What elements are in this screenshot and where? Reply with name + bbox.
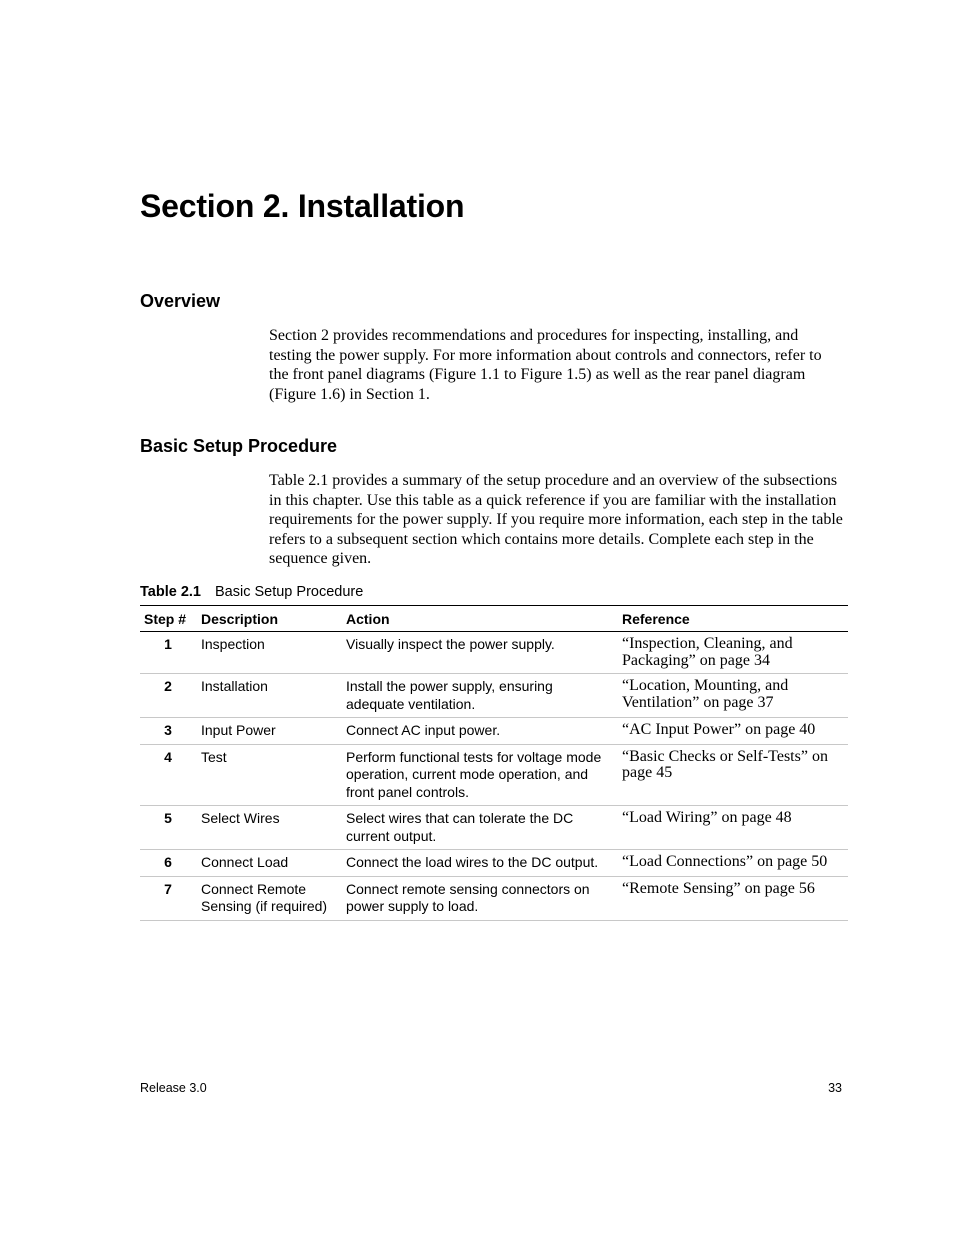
step-description: Select Wires <box>196 806 341 850</box>
step-reference-link[interactable]: “Basic Checks or Self-Tests” on page 45 <box>617 744 848 806</box>
table-row <box>140 744 848 806</box>
step-number: 7 <box>140 876 196 920</box>
step-action: Select wires that can tolerate the DC current output. <box>341 806 617 850</box>
header-action: Action <box>341 606 617 632</box>
setup-procedure-table <box>140 605 848 921</box>
step-action: Connect remote sensing connectors on power supply to load. <box>341 876 617 920</box>
step-description: Test <box>196 744 341 806</box>
step-number: 3 <box>140 718 196 745</box>
step-description: Installation <box>196 674 341 718</box>
step-description: Input Power <box>196 718 341 745</box>
section-title: Section 2. Installation <box>140 188 465 224</box>
overview-heading: Overview <box>140 291 221 311</box>
table-header-row <box>140 606 848 632</box>
table-caption-title: Basic Setup Procedure <box>214 584 364 600</box>
step-reference-link[interactable]: “Load Wiring” on page 48 <box>617 806 848 850</box>
overview-paragraph: Section 2 provides recommendations and procedures for inspecting, installing, and testing the power supply. For more information about controls and connectors, refer to the front panel diagrams (Figure 1.1 to Figure 1.5) as well as the rear panel diagram (Figure 1.6) in Section 1. <box>269 327 822 403</box>
step-action: Install the power supply, ensuring adequate ventilation. <box>341 674 617 718</box>
step-reference-link[interactable]: “AC Input Power” on page 40 <box>617 718 848 745</box>
step-number: 4 <box>140 744 196 806</box>
table-row <box>140 876 848 920</box>
step-number: 5 <box>140 806 196 850</box>
step-reference-link[interactable]: “Load Connections” on page 50 <box>617 850 848 877</box>
table-row <box>140 718 848 745</box>
table-row <box>140 674 848 718</box>
footer-page-number: 33 <box>828 1081 842 1095</box>
table-row <box>140 850 848 877</box>
step-description: Connect Remote Sensing (if required) <box>196 876 341 920</box>
header-step: Step # <box>140 606 196 632</box>
step-action: Perform functional tests for voltage mode operation, current mode operation, and front panel controls. <box>341 744 617 806</box>
step-number: 2 <box>140 674 196 718</box>
step-description: Connect Load <box>196 850 341 877</box>
header-reference: Reference <box>617 606 848 632</box>
step-number: 1 <box>140 632 196 674</box>
table-caption <box>140 583 363 601</box>
step-action: Connect AC input power. <box>341 718 617 745</box>
step-action: Connect the load wires to the DC output. <box>341 850 617 877</box>
table-caption-number: Table 2.1 <box>140 584 201 600</box>
footer-release: Release 3.0 <box>140 1081 207 1095</box>
header-description: Description <box>196 606 341 632</box>
step-number: 6 <box>140 850 196 877</box>
basic-setup-heading: Basic Setup Procedure <box>140 436 338 456</box>
table-row <box>140 806 848 850</box>
step-reference-link[interactable]: “Inspection, Cleaning, and Packaging” on page 34 <box>617 632 848 674</box>
step-action: Visually inspect the power supply. <box>341 632 617 674</box>
table-row <box>140 632 848 674</box>
step-description: Inspection <box>196 632 341 674</box>
step-reference-link[interactable]: “Remote Sensing” on page 56 <box>617 876 848 920</box>
basic-setup-paragraph: Table 2.1 provides a summary of the setup procedure and an overview of the subsections in this chapter. Use this table as a quick reference if you are familiar with the installation requirements for the power supply. If you require more information, each step in the table refers to a subsequent section which contains more details. Complete each step in the sequence given. <box>269 472 843 568</box>
step-reference-link[interactable]: “Location, Mounting, and Ventilation” on page 37 <box>617 674 848 718</box>
